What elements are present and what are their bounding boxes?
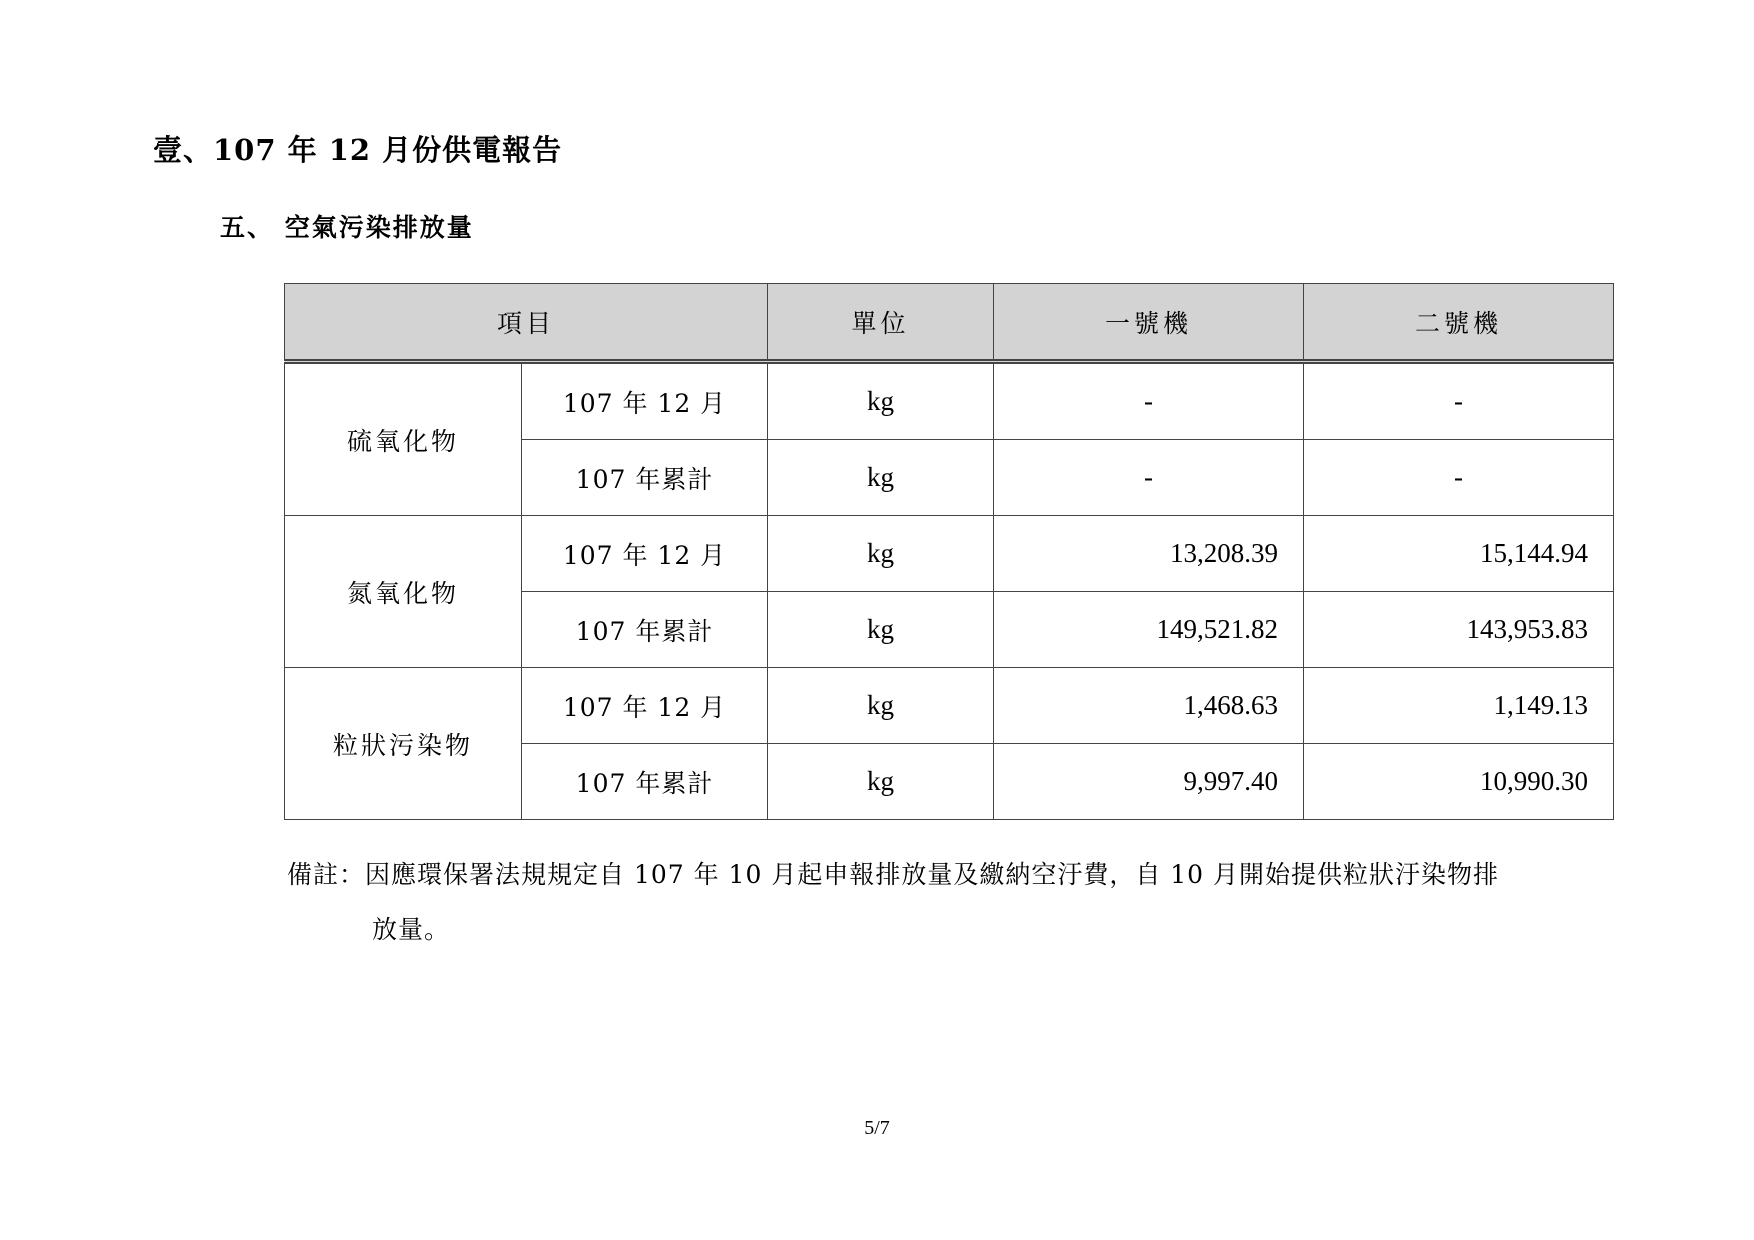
unit2-value: - [1304, 362, 1614, 440]
unit-cell: kg [768, 668, 994, 744]
emission-table [284, 283, 1614, 820]
unit2-value: 143,953.83 [1304, 592, 1614, 668]
unit-cell: kg [768, 744, 994, 820]
header-unit: 單位 [768, 284, 994, 362]
unit2-value: 15,144.94 [1304, 516, 1614, 592]
header-unit1: 一號機 [994, 284, 1304, 362]
unit2-value: 1,149.13 [1304, 668, 1614, 744]
period-label: 107 年 12 月 [522, 516, 768, 592]
period-label: 107 年累計 [522, 744, 768, 820]
table-row [285, 516, 1614, 592]
header-unit2: 二號機 [1304, 284, 1614, 362]
table-header-row [285, 284, 1614, 362]
pollutant-name: 氮氧化物 [285, 516, 522, 668]
unit1-value: 13,208.39 [994, 516, 1304, 592]
remark-note: 備註：因應環保署法規規定自 107 年 10 月起申報排放量及繳納空汙費，自 10 月開始提供粒狀汙染物排 [287, 860, 1500, 889]
period-label: 107 年累計 [522, 440, 768, 516]
report-title: 壹、107 年 12 月份供電報告 [153, 133, 563, 167]
unit1-value: - [994, 362, 1304, 440]
unit-cell: kg [768, 440, 994, 516]
pollutant-name: 粒狀污染物 [285, 668, 522, 820]
unit1-value: - [994, 440, 1304, 516]
period-label: 107 年 12 月 [522, 668, 768, 744]
unit-cell: kg [768, 362, 994, 440]
table-row [285, 668, 1614, 744]
unit2-value: - [1304, 440, 1614, 516]
page-number: 5/7 [864, 1117, 890, 1139]
section-title: 五、 空氣污染排放量 [220, 213, 474, 242]
unit-cell: kg [768, 516, 994, 592]
unit2-value: 10,990.30 [1304, 744, 1614, 820]
pollutant-name: 硫氧化物 [285, 362, 522, 516]
period-label: 107 年累計 [522, 592, 768, 668]
unit1-value: 149,521.82 [994, 592, 1304, 668]
table-row [285, 362, 1614, 440]
unit-cell: kg [768, 592, 994, 668]
unit1-value: 9,997.40 [994, 744, 1304, 820]
remark-note-continued: 放量。 [372, 915, 451, 944]
unit1-value: 1,468.63 [994, 668, 1304, 744]
header-item: 項目 [285, 284, 768, 362]
period-label: 107 年 12 月 [522, 362, 768, 440]
